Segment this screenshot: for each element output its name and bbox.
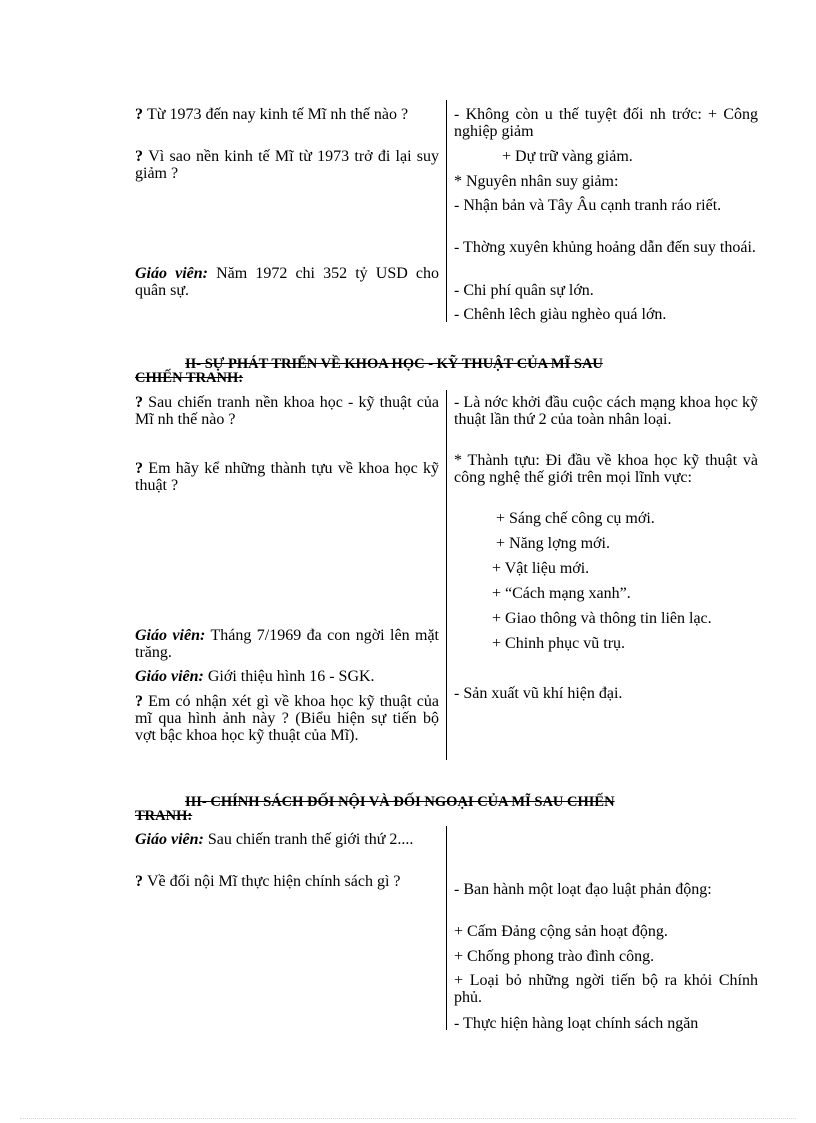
answer-line: - Thực hiện hàng loạt chính sách ngăn [454, 1015, 699, 1032]
teacher-text: Tháng 7/1969 đa con ngời lên mặt trăng. [135, 627, 439, 661]
teacher-label: Giáo viên: [135, 265, 208, 282]
teacher-note-post-war [135, 831, 439, 848]
column-divider-1 [446, 100, 447, 322]
answer-line: - Nhận bản và Tây Âu cạnh tranh ráo riết. [454, 197, 722, 214]
question-mark: ? [135, 693, 149, 710]
question-mark: ? [135, 106, 147, 123]
teacher-note-figure-16 [135, 668, 439, 685]
question-achievements: ? Em hãy kể những thành tựu về khoa học kỹ thuật ? [135, 460, 440, 494]
answer-line: - Thờng xuyên khủng hoảng dẫn đến suy thoái. [454, 239, 756, 256]
teacher-label: Giáo viên: [135, 627, 206, 644]
question-comment-on-image: ? Em có nhận xét gì về khoa học kỹ thuật của mĩ qua hình ảnh này ? (Biểu hiện sự tiến bộ vợt bậc khoa học kỹ thuật của Mĩ). [135, 693, 440, 744]
question-mark: ? [135, 148, 149, 165]
achievement-item: + Sáng chế công cụ mới. [496, 510, 655, 527]
teacher-text: Giới thiệu hình 16 - SGK. [207, 668, 375, 685]
answer-line: + Loại bỏ những ngời tiến bộ ra khỏi Chính phủ. [454, 972, 758, 1006]
achievement-item: + Giao thông và thông tin liên lạc. [492, 610, 712, 627]
answer-line: - Không còn u thế tuyệt đối nh trớc: + Công nghiệp giảm [454, 106, 758, 140]
teacher-label: Giáo viên: [135, 831, 204, 848]
question-domestic-policy: ? Về đối nội Mĩ thực hiện chính sách gì ? [135, 873, 401, 890]
teacher-note-military-spending [135, 265, 439, 299]
teacher-text: Sau chiến tranh thế giới thứ 2.... [207, 831, 414, 848]
achievement-item: + Chinh phục vũ trụ. [492, 635, 626, 652]
question-mark: ? [135, 394, 149, 411]
achievement-item: + Năng lợng mới. [496, 535, 610, 552]
achievement-item: + “Cách mạng xanh”. [492, 585, 631, 602]
column-divider-2 [446, 390, 447, 760]
question-mark: ? [135, 873, 147, 890]
question-economy-since-1973: ? Từ 1973 đến nay kinh tế Mĩ nh thế nào ? [135, 106, 409, 123]
answer-line: - Sản xuất vũ khí hiện đại. [454, 685, 623, 702]
teacher-note-moon-landing [135, 627, 439, 661]
section-3-heading: III- CHÍNH SÁCH ĐỐI NỘI VÀ ĐỐI NGOẠI CỦA MĨ SAU CHIẾN TRANH: [135, 794, 615, 824]
teacher-text: Năm 1972 chi 352 tỷ USD cho quân sự. [135, 265, 440, 299]
answer-line: + Dự trữ vàng giảm. [502, 148, 633, 165]
answer-line: * Thành tựu: Đi đầu về khoa học kỹ thuật và công nghệ thế giới trên mọi lĩnh vực: [454, 452, 758, 486]
teacher-label: Giáo viên: [135, 668, 204, 685]
column-divider-3 [446, 826, 447, 1030]
answer-line: + Chống phong trào đình công. [454, 948, 655, 965]
question-post-war-science: ? Sau chiến tranh nền khoa học - kỹ thuật của Mĩ nh thế nào ? [135, 394, 439, 428]
page-bottom-rule [20, 1118, 796, 1119]
question-economy-decline-reason: ? Vì sao nền kinh tế Mĩ từ 1973 trở đi lại suy giảm ? [135, 148, 440, 182]
answer-line: - Ban hành một loạt đạo luật phản động: [454, 881, 712, 898]
answer-line: * Nguyên nhân suy giảm: [454, 173, 619, 190]
answer-line: - Chênh lêch giàu nghèo quá lớn. [454, 306, 667, 323]
answer-line: - Chi phí quân sự lớn. [454, 282, 594, 299]
answer-line: - Là nớc khởi đầu cuộc cách mạng khoa học kỹ thuật lần thứ 2 của toàn nhân loại. [454, 394, 758, 428]
answer-line: + Cấm Đảng cộng sản hoạt động. [454, 923, 668, 940]
section-2-heading: II- SỰ PHÁT TRIỂN VỀ KHOA HỌC - KỸ THUẬT CỦA MĨ SAU CHIẾN TRANH: [135, 356, 603, 386]
question-mark: ? [135, 460, 149, 477]
achievement-item: + Vật liệu mới. [492, 560, 590, 577]
